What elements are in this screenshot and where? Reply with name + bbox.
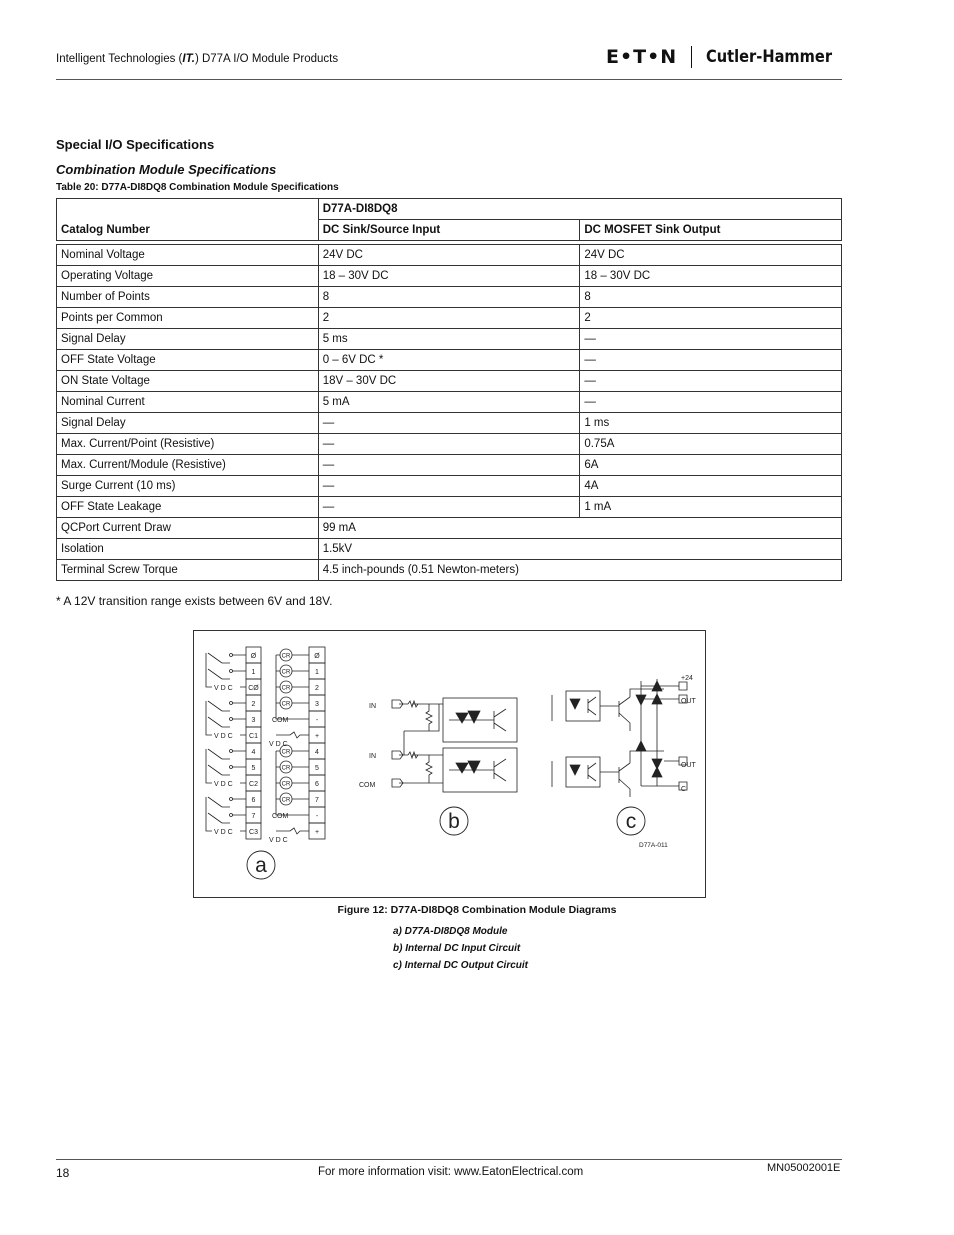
table-cell-output: 0.75A: [580, 434, 842, 455]
right-terminal-label: 2: [315, 685, 319, 692]
table-row: [57, 497, 842, 518]
com-label: COM: [359, 782, 376, 789]
right-terminal-label: 3: [315, 701, 319, 708]
common-wire: [206, 749, 246, 783]
section-title: Special I/O Specifications: [56, 137, 215, 152]
table-row: [57, 308, 842, 329]
left-terminal-label: 2: [251, 701, 256, 708]
eaton-logo: E•T•N: [606, 46, 678, 68]
vdc-label: V D C: [269, 741, 288, 748]
table-cell-output: —: [580, 329, 842, 350]
table-cell-input: 5 mA: [318, 392, 580, 413]
left-terminal-label: C1: [249, 733, 258, 740]
legend-item-c: c) Internal DC Output Circuit: [393, 960, 528, 971]
table-cell-label: Nominal Current: [57, 392, 319, 413]
relay-coil-label: CR: [281, 765, 291, 772]
relay-coil-label: CR: [281, 685, 291, 692]
table-cell-value: 1.5kV: [318, 539, 841, 560]
callout-c-letter: c: [625, 810, 637, 833]
output-label: OUT: [681, 762, 696, 769]
table-cell-label: Signal Delay: [57, 329, 319, 350]
wiring-diagram: [194, 631, 705, 897]
table-caption: Table 20: D77A-DI8DQ8 Combination Module Specifications: [56, 182, 339, 193]
table-row: [57, 560, 842, 581]
input-switch: [208, 653, 246, 663]
table-cell-output: —: [580, 350, 842, 371]
left-terminal-label: C3: [249, 829, 258, 836]
table-cell-output: 2: [580, 308, 842, 329]
vdc-label: V D C: [214, 829, 233, 836]
input-circuit-diagram: [392, 698, 517, 792]
input-switch: [208, 797, 246, 807]
table-row: [57, 287, 842, 308]
brand-separator: [691, 46, 692, 68]
input-switch: [208, 669, 246, 679]
table-cell-label: Signal Delay: [57, 413, 319, 434]
output-circuit-diagram: [552, 679, 687, 797]
relay-coil-label: CR: [281, 701, 291, 708]
table-row: [57, 392, 842, 413]
table-cell-label: Operating Voltage: [57, 266, 319, 287]
table-row: [57, 455, 842, 476]
left-terminal-label: 7: [251, 813, 256, 820]
brand-logo: [606, 44, 853, 70]
table-cell-output: —: [580, 371, 842, 392]
table-cell-label: Isolation: [57, 539, 319, 560]
right-terminal-label: 4: [315, 749, 319, 756]
input-switch: [208, 813, 246, 823]
table-row: [57, 371, 842, 392]
table-cell-output: —: [580, 392, 842, 413]
input-label: IN: [369, 753, 376, 760]
table-cell-label: Terminal Screw Torque: [57, 560, 319, 581]
table-cell-label: Points per Common: [57, 308, 319, 329]
table-cell-output: 1 mA: [580, 497, 842, 518]
right-terminal-label: -: [315, 813, 319, 820]
table-cell-label: ON State Voltage: [57, 371, 319, 392]
figure-code: D77A-011: [639, 842, 668, 849]
figure-diagram: [193, 630, 706, 898]
table-cell-output: 6A: [580, 455, 842, 476]
table-cell-label: OFF State Voltage: [57, 350, 319, 371]
supply-label: +24: [681, 675, 693, 682]
input-switch: [208, 717, 246, 727]
table-cell-input: 18V – 30V DC: [318, 371, 580, 392]
input-switch: [208, 701, 246, 711]
table-cell-value: 99 mA: [318, 518, 841, 539]
table-row: [57, 476, 842, 497]
table-cell-label: QCPort Current Draw: [57, 518, 319, 539]
relay-coil-label: CR: [281, 749, 291, 756]
table-cell-input: 2: [318, 308, 580, 329]
header-title-prefix: Intelligent Technologies (: [56, 53, 183, 65]
legend-item-b: b) Internal DC Input Circuit: [393, 943, 521, 954]
table-cell-value: 4.5 inch-pounds (0.51 Newton-meters): [318, 560, 841, 581]
table-cell-label: Nominal Voltage: [57, 245, 319, 266]
right-terminal-label: 7: [315, 797, 319, 804]
left-terminal-label: CØ: [248, 685, 259, 692]
table-row: [57, 434, 842, 455]
left-terminal-label: Ø: [250, 653, 257, 660]
legend-item-a: a) D77A-DI8DQ8 Module: [393, 926, 508, 937]
table-cell-output: 8: [580, 287, 842, 308]
cutler-hammer-logo: Cutler-Hammer: [706, 47, 833, 67]
table-cell-output: 18 – 30V DC: [580, 266, 842, 287]
right-terminal-label: 1: [315, 669, 319, 676]
right-terminal-label: +: [314, 733, 320, 740]
input-switch: [208, 749, 246, 759]
right-terminal-label: -: [315, 717, 319, 724]
left-terminal-label: C2: [249, 781, 258, 788]
footnote: * A 12V transition range exists between 6V and 18V.: [56, 594, 333, 608]
header-title-em: IT.: [182, 53, 195, 65]
table-cell-output: 24V DC: [580, 245, 842, 266]
model-header: D77A-DI8DQ8: [318, 199, 841, 220]
input-switch: [208, 765, 246, 775]
left-terminal-label: 5: [251, 765, 256, 772]
callout-b-letter: b: [448, 810, 460, 833]
right-terminal-label: 5: [315, 765, 319, 772]
com-label: COM: [272, 813, 289, 820]
left-terminal-label: 3: [251, 717, 256, 724]
table-cell-label: Max. Current/Module (Resistive): [57, 455, 319, 476]
table-cell-label: Max. Current/Point (Resistive): [57, 434, 319, 455]
table-cell-input: —: [318, 497, 580, 518]
table-row: [57, 413, 842, 434]
output-column-header: DC MOSFET Sink Output: [580, 220, 842, 241]
vdc-label: V D C: [214, 685, 233, 692]
table-row: [57, 329, 842, 350]
table-cell-input: —: [318, 455, 580, 476]
table-cell-input: 18 – 30V DC: [318, 266, 580, 287]
table-row: [57, 350, 842, 371]
relay-coil-label: CR: [281, 781, 291, 788]
common-wire: [206, 653, 246, 687]
right-terminal-label: Ø: [314, 653, 320, 660]
footer-rule: [56, 1159, 842, 1160]
output-label: OUT: [681, 698, 696, 705]
table-cell-label: Number of Points: [57, 287, 319, 308]
header-rule: [56, 79, 842, 80]
document-number: MN05002001E: [767, 1162, 841, 1174]
input-label: IN: [369, 703, 376, 710]
left-terminal-label: 6: [251, 797, 256, 804]
common-wire: [206, 701, 246, 735]
table-cell-input: 0 – 6V DC *: [318, 350, 580, 371]
table-cell-input: 8: [318, 287, 580, 308]
callout-a-letter: a: [255, 854, 267, 877]
com-label: COM: [272, 717, 289, 724]
right-terminal-label: +: [314, 829, 320, 836]
catalog-number-header: Catalog Number: [57, 199, 319, 241]
table-cell-input: —: [318, 434, 580, 455]
footer-link[interactable]: For more information visit: www.EatonElectrical.com: [318, 1166, 584, 1178]
table-cell-label: OFF State Leakage: [57, 497, 319, 518]
table-cell-label: Surge Current (10 ms): [57, 476, 319, 497]
left-terminal-label: 4: [251, 749, 256, 756]
table-cell-input: 24V DC: [318, 245, 580, 266]
table-cell-output: 4A: [580, 476, 842, 497]
module-wiring-diagram: [206, 647, 325, 839]
relay-coil-label: CR: [281, 653, 291, 660]
table-row: [57, 518, 842, 539]
sub-title: Combination Module Specifications: [56, 162, 277, 177]
header-title-suffix: ) D77A I/O Module Products: [194, 53, 339, 65]
table-row: [57, 266, 842, 287]
table-cell-input: —: [318, 476, 580, 497]
figure-caption: Figure 12: D77A-DI8DQ8 Combination Module Diagrams: [337, 904, 617, 916]
vdc-label: V D C: [214, 733, 233, 740]
common-label: C: [681, 786, 687, 793]
header-title: [56, 53, 338, 65]
input-column-header: DC Sink/Source Input: [318, 220, 580, 241]
table-row: [57, 245, 842, 266]
table-cell-input: 5 ms: [318, 329, 580, 350]
diagram-letters: [247, 807, 645, 879]
table-row: [57, 539, 842, 560]
vdc-label: V D C: [269, 837, 288, 844]
left-terminal-label: 1: [251, 669, 256, 676]
table-cell-output: 1 ms: [580, 413, 842, 434]
spec-table: [56, 198, 842, 581]
relay-coil-label: CR: [281, 797, 291, 804]
vdc-label: V D C: [214, 781, 233, 788]
common-wire: [206, 797, 246, 831]
right-terminal-label: 6: [315, 781, 319, 788]
table-cell-input: —: [318, 413, 580, 434]
page-number: 18: [56, 1166, 70, 1180]
relay-coil-label: CR: [281, 669, 291, 676]
